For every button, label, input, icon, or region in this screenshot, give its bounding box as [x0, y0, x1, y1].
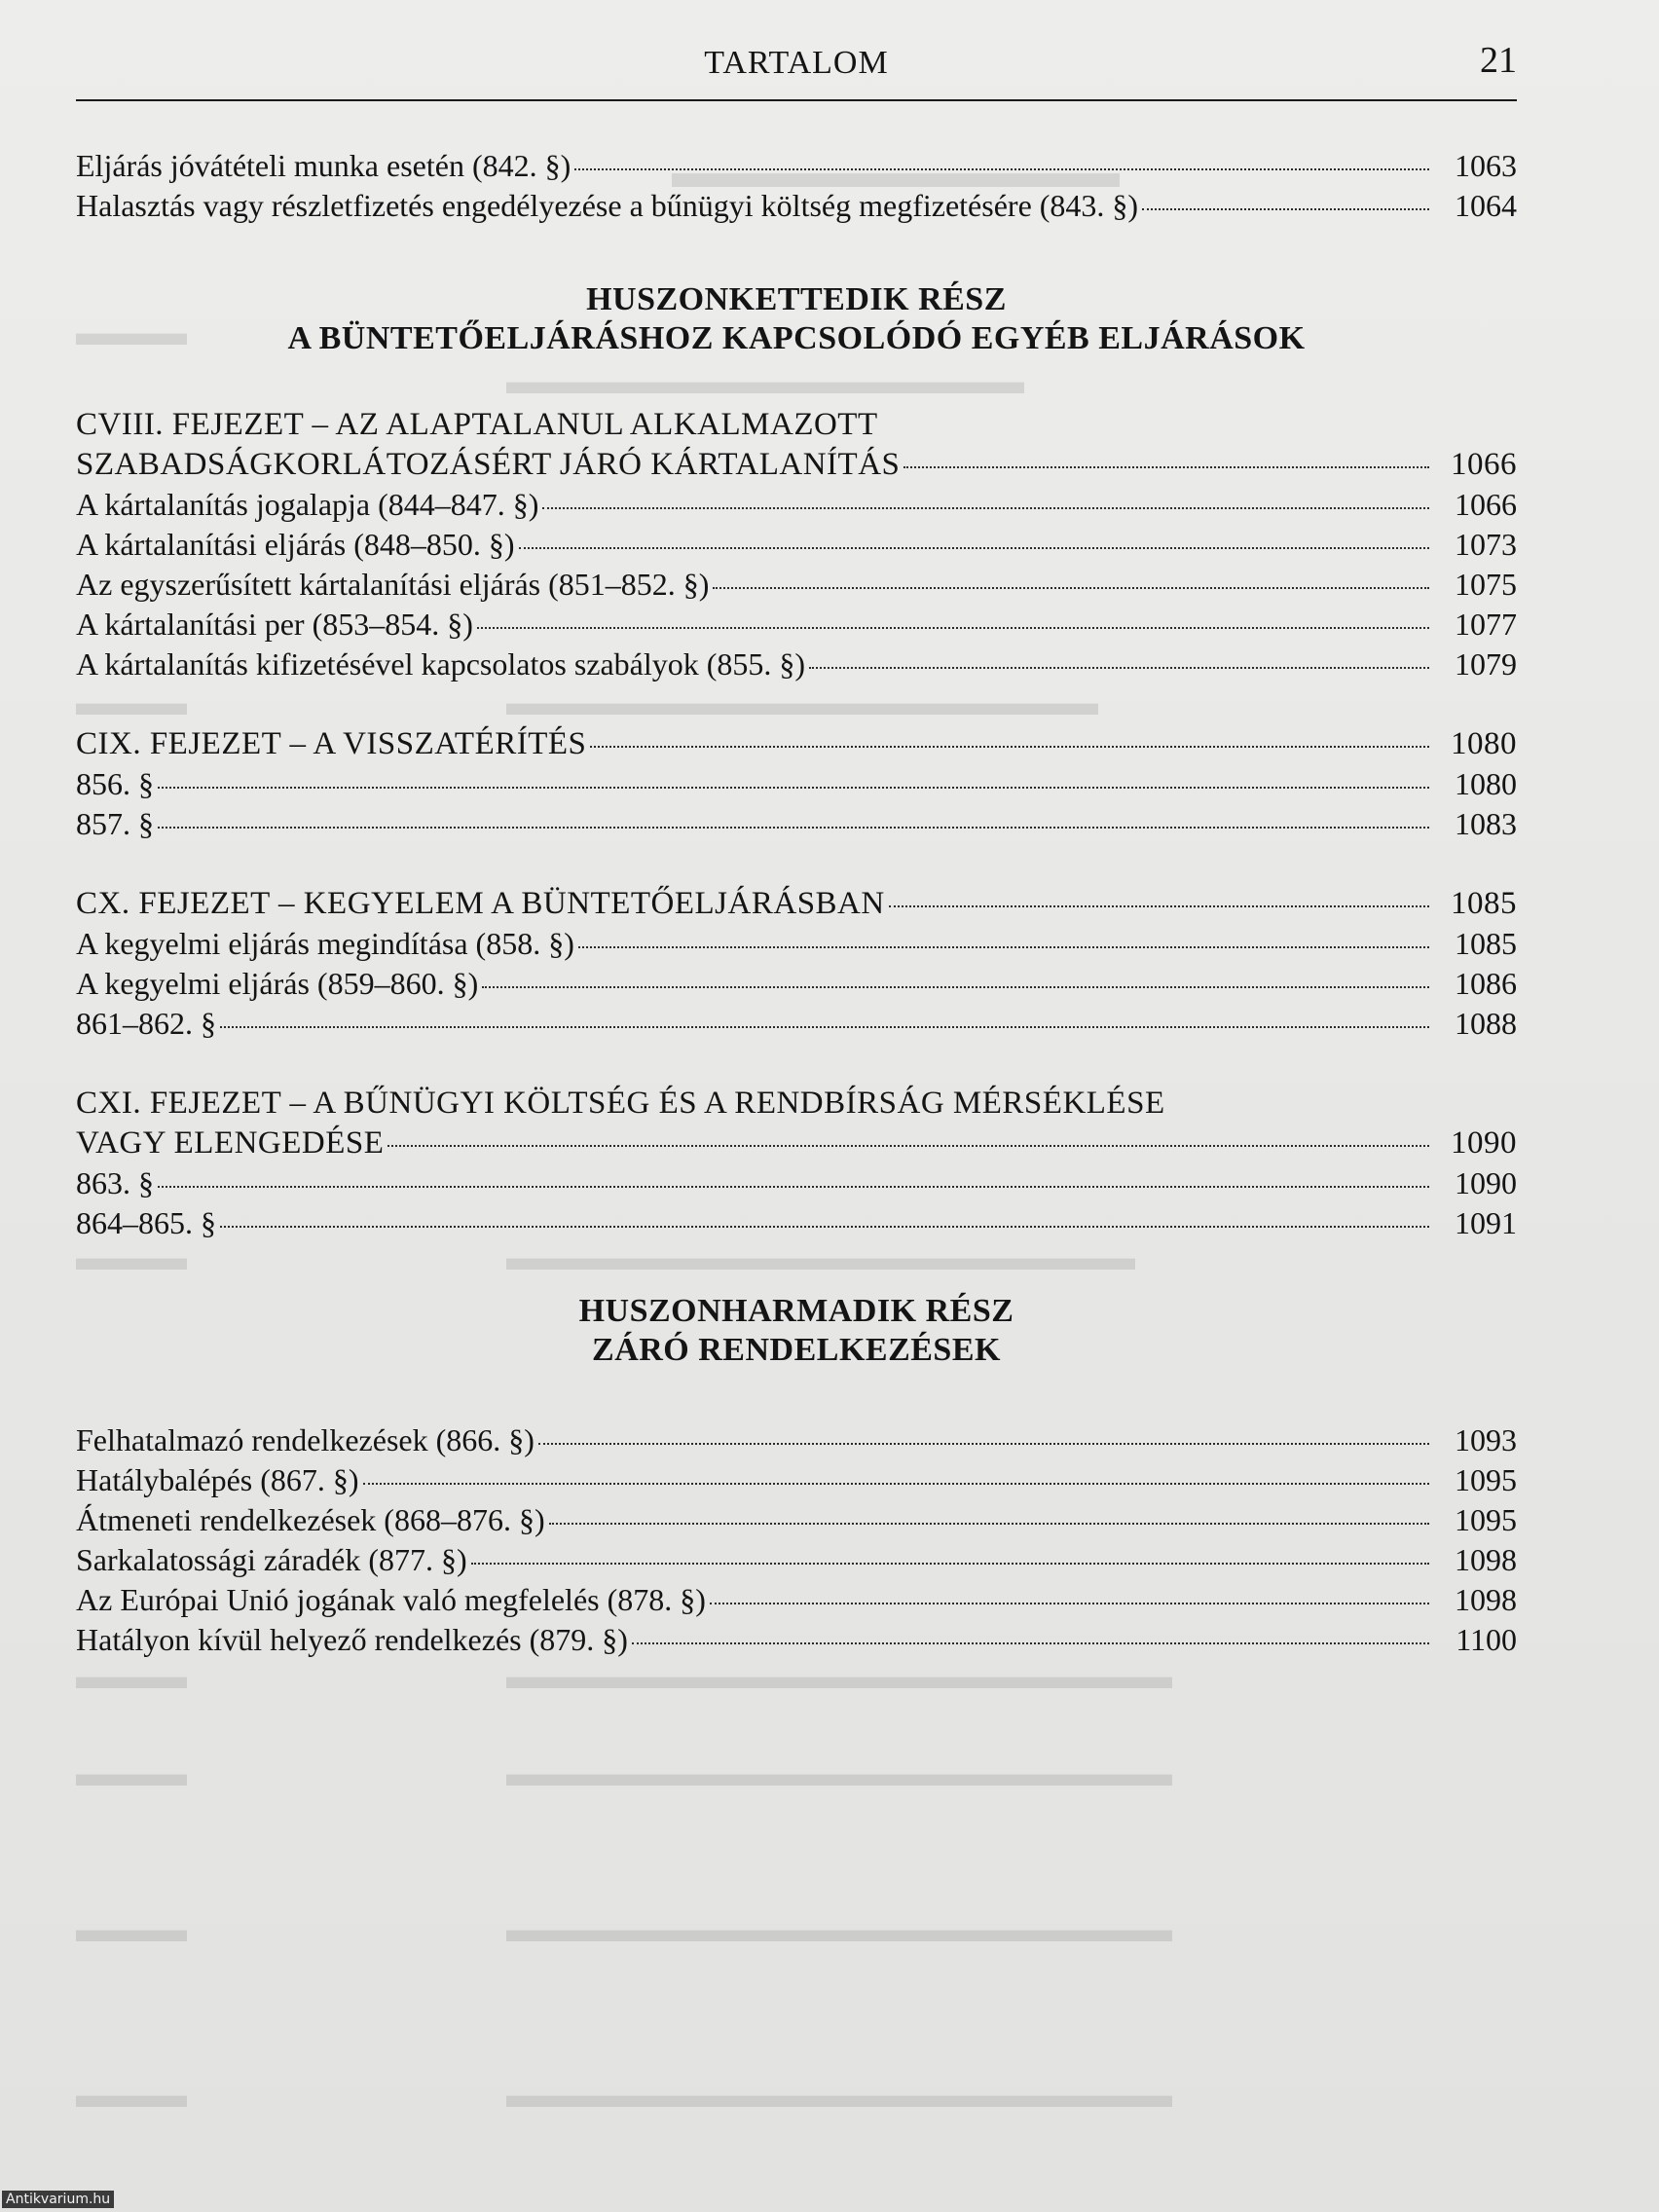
chapter-page: 1066	[1451, 447, 1517, 482]
chapter-heading	[76, 405, 1517, 485]
chapter-title-line: CIX. FEJEZET – A VISSZATÉRÍTÉS	[76, 726, 587, 761]
toc-entry-page: 1095	[1455, 1502, 1517, 1537]
dot-leader	[471, 1563, 1429, 1565]
toc-entry-page: 1098	[1455, 1582, 1517, 1617]
toc-entry-label: 861–862. §	[76, 1006, 216, 1041]
part-title: ZÁRÓ RENDELKEZÉSEK	[592, 1332, 1001, 1368]
toc-entry-page: 1098	[1455, 1542, 1517, 1577]
toc-entry-label: Halasztás vagy részletfizetés engedélyezése a bűnügyi költség megfizetésére (843. §)	[76, 188, 1139, 223]
chapter-title-line: CXI. FEJEZET – A BŰNÜGYI KÖLTSÉG ÉS A RENDBÍRSÁG MÉRSÉKLÉSE	[76, 1086, 1165, 1121]
dot-leader	[220, 1226, 1429, 1228]
toc-entry-label: A kártalanítás kifizetésével kapcsolatos szabályok (855. §)	[76, 646, 806, 682]
toc-entry-page: 1073	[1455, 527, 1517, 562]
toc-entry-page: 1091	[1455, 1205, 1517, 1240]
toc-entry-label: 857. §	[76, 806, 154, 841]
toc-entry-label: Az Európai Unió jogának való megfelelés (878. §)	[76, 1582, 706, 1617]
toc-entry-page: 1090	[1455, 1165, 1517, 1200]
toc-entry-label: 863. §	[76, 1165, 154, 1200]
book-page: ▬▬▬▬▬▬▬▬▬▬ ▬▬▬ ▬▬▬▬▬▬▬▬▬▬▬▬▬▬ ▬▬▬ ▬▬▬▬▬▬▬▬▬▬▬▬▬▬▬▬ ▬▬▬ ▬▬▬▬▬▬▬▬▬▬▬▬▬▬▬▬▬ ▬▬▬ ▬▬▬▬▬▬▬▬▬▬▬▬▬▬▬▬▬▬ ▬▬▬ ▬▬▬▬▬▬▬▬▬▬▬▬▬▬▬▬▬▬ ▬▬▬ ▬▬▬▬▬▬▬▬▬▬▬▬▬▬▬▬▬▬ ▬▬▬ ▬▬▬▬▬▬▬▬▬▬▬▬▬▬▬▬▬▬ TARTALOM 21 Eljárás jóvátételi munka esetén (842. §) 1063 Halasztás vagy részletfizetés engedélyezése a bűnügyi költség megfizetésére (843. §) 1064 HUSZONKETTEDIK RÉSZ A BÜNTETŐELJÁRÁSHOZ KAPCSOLÓDÓ EGYÉB ELJÁRÁSOK CVIII. FEJEZET – AZ ALAPTALANUL ALKALMAZOTT SZABADSÁGKORLÁTOZÁSÉRT JÁRÓ KÁRTALANÍTÁS 1066 A kártalanítás jogalapja (844–847. §) 1066 A kártalanítási eljárás (848–850. §) 1073 Az egyszerűsített kártalanítási eljárás (851–852. §) 1075 A kártalanítási per (853–854. §) 1077 A kártalanítás kifizetésével kapcsolatos szabályok (855. §) 1079 CIX. FEJEZET – A VISSZATÉRÍTÉS 1080 856. § 1080 857. § 1083 CX. FEJEZET – KEGYELEM A BÜNTETŐELJÁRÁSBAN 1085 A kegyelmi eljárás megindítása (858. §) 1085 A kegyelmi eljárás (859–860. §) 1086 861–862. § 1088 CXI. FEJEZET – A BŰNÜGYI KÖLTSÉG ÉS A RENDBÍRSÁG MÉRSÉKLÉSE VAGY ELENGEDÉSE 1090 863. § 1090 864–865. § 1091 HUSZONHARMADIK RÉSZ ZÁRÓ RENDELKEZÉSEK Felhatalmazó rendelkezések (866. §) 1093 Hatálybalépés (867. §) 1095 Átmeneti rendelkezések (868–876. §) 1095 Sarkalatossági záradék (877. §) 1098 Az Európai Unió jogának való megfelelés (878. §) 1098 Hatályon kívül helyező rendelkezés (879. §) 1100 Antikvarium.hu	[0, 0, 1659, 2212]
toc-entry-label: 856. §	[76, 766, 154, 801]
chapter-page: 1085	[1451, 886, 1517, 921]
part-number: HUSZONHARMADIK RÉSZ	[578, 1293, 1014, 1329]
dot-leader	[710, 1603, 1429, 1604]
toc-entry-label: Hatályon kívül helyező rendelkezés (879. §)	[76, 1622, 628, 1657]
toc-entry	[76, 1004, 1517, 1044]
toc-entry-label: A kártalanítási eljárás (848–850. §)	[76, 527, 515, 562]
toc-entry-page: 1064	[1455, 188, 1517, 223]
header-rule	[76, 99, 1517, 101]
chapter-title-row	[76, 445, 1517, 485]
toc-entry-page: 1093	[1455, 1422, 1517, 1457]
toc-entry-page: 1083	[1455, 806, 1517, 841]
toc-entry	[76, 485, 1517, 525]
toc-entry-label: A kártalanítás jogalapja (844–847. §)	[76, 487, 539, 522]
toc-entry-label: Sarkalatossági záradék (877. §)	[76, 1542, 467, 1577]
toc-entry-page: 1080	[1455, 766, 1517, 801]
dot-leader	[477, 627, 1429, 629]
toc-entry	[76, 1460, 1517, 1500]
chapter-title-row	[76, 1124, 1517, 1163]
dot-leader	[549, 1523, 1429, 1525]
toc-entry-page: 1066	[1455, 487, 1517, 522]
toc-entry	[76, 565, 1517, 605]
toc-entry-page: 1063	[1455, 148, 1517, 183]
table-of-contents	[76, 146, 1517, 1660]
dot-leader	[482, 986, 1429, 988]
toc-entry-page: 1079	[1455, 646, 1517, 682]
toc-entry	[76, 146, 1517, 186]
dot-leader	[713, 587, 1429, 589]
dot-leader	[1142, 208, 1429, 210]
dot-leader	[158, 827, 1429, 829]
part-heading	[76, 280, 1517, 358]
dot-leader	[903, 466, 1429, 468]
toc-entry-label: Az egyszerűsített kártalanítási eljárás (851–852. §)	[76, 567, 710, 602]
dot-leader	[519, 547, 1429, 549]
chapter-title-line: CX. FEJEZET – KEGYELEM A BÜNTETŐELJÁRÁSBAN	[76, 886, 885, 921]
dot-leader	[158, 787, 1429, 789]
toc-entry	[76, 605, 1517, 645]
dot-leader	[889, 905, 1429, 907]
chapter-heading	[76, 1084, 1517, 1163]
toc-entry-label: 864–865. §	[76, 1205, 216, 1240]
toc-entry-page: 1075	[1455, 567, 1517, 602]
dot-leader	[809, 667, 1429, 669]
toc-entry-label: A kegyelmi eljárás (859–860. §)	[76, 966, 479, 1001]
toc-entry	[76, 525, 1517, 565]
part-heading	[76, 1292, 1517, 1370]
dot-leader	[574, 168, 1429, 170]
dot-leader	[578, 946, 1429, 948]
toc-entry	[76, 1500, 1517, 1540]
chapter-heading	[76, 884, 1517, 924]
dot-leader	[632, 1642, 1429, 1644]
toc-entry	[76, 964, 1517, 1004]
dot-leader	[220, 1026, 1429, 1028]
toc-entry	[76, 645, 1517, 684]
chapter-page: 1090	[1451, 1125, 1517, 1161]
toc-entry-label: A kegyelmi eljárás megindítása (858. §)	[76, 926, 574, 961]
toc-entry-label: A kártalanítási per (853–854. §)	[76, 607, 473, 642]
toc-entry-page: 1077	[1455, 607, 1517, 642]
toc-entry	[76, 804, 1517, 844]
toc-entry-label: Eljárás jóvátételi munka esetén (842. §)	[76, 148, 571, 183]
toc-entry	[76, 1620, 1517, 1660]
toc-entry-page: 1095	[1455, 1462, 1517, 1497]
toc-entry-label: Átmeneti rendelkezések (868–876. §)	[76, 1502, 545, 1537]
toc-entry	[76, 186, 1517, 226]
toc-entry-page: 1088	[1455, 1006, 1517, 1041]
page-number: 21	[1480, 40, 1517, 81]
toc-entry	[76, 764, 1517, 804]
watermark: Antikvarium.hu	[2, 2191, 114, 2208]
toc-entry-page: 1086	[1455, 966, 1517, 1001]
header-title: TARTALOM	[704, 45, 889, 81]
toc-entry	[76, 1540, 1517, 1580]
dot-leader	[363, 1483, 1429, 1485]
dot-leader	[158, 1186, 1429, 1188]
chapter-title-line: VAGY ELENGEDÉSE	[76, 1125, 385, 1161]
dot-leader	[590, 746, 1429, 748]
chapter-title-line: CVIII. FEJEZET – AZ ALAPTALANUL ALKALMAZOTT	[76, 407, 878, 442]
toc-entry-label: Hatálybalépés (867. §)	[76, 1462, 359, 1497]
dot-leader	[387, 1145, 1429, 1147]
dot-leader	[542, 507, 1429, 509]
toc-entry	[76, 1163, 1517, 1203]
toc-entry-page: 1085	[1455, 926, 1517, 961]
chapter-heading	[76, 724, 1517, 764]
toc-entry	[76, 1203, 1517, 1243]
toc-entry-label: Felhatalmazó rendelkezések (866. §)	[76, 1422, 535, 1457]
toc-entry	[76, 924, 1517, 964]
chapter-title-line: SZABADSÁGKORLÁTOZÁSÉRT JÁRÓ KÁRTALANÍTÁS	[76, 447, 901, 482]
running-header	[76, 39, 1517, 88]
part-title: A BÜNTETŐELJÁRÁSHOZ KAPCSOLÓDÓ EGYÉB ELJÁRÁSOK	[287, 320, 1306, 356]
part-number: HUSZONKETTEDIK RÉSZ	[586, 281, 1007, 317]
toc-entry	[76, 1580, 1517, 1620]
chapter-page: 1080	[1451, 726, 1517, 761]
toc-entry-page: 1100	[1456, 1622, 1517, 1657]
toc-entry	[76, 1420, 1517, 1460]
dot-leader	[538, 1443, 1429, 1445]
